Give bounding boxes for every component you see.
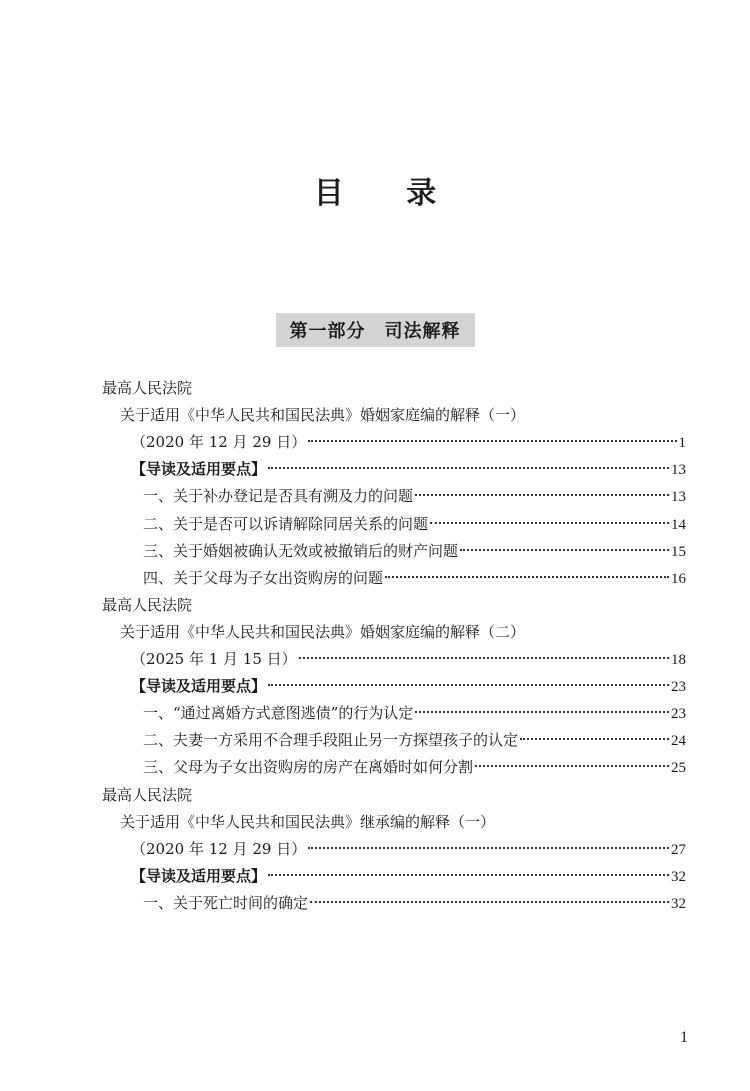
toc-entry-title: 二、关于是否可以诉请解除同居关系的问题 [143, 514, 429, 533]
toc-entry[interactable] [120, 620, 525, 644]
toc-entry-title: （2025 年 1 月 15 日） [131, 650, 297, 668]
toc-entry-title: 一、关于补办登记是否具有溯及力的问题 [143, 487, 414, 506]
toc-entry[interactable] [143, 701, 686, 725]
toc-entry[interactable] [143, 539, 686, 563]
toc-entry-page: 13 [671, 462, 686, 479]
toc-entry-page: 1 [678, 435, 686, 452]
toc-entry-title: （2020 年 12 月 29 日） [131, 839, 307, 858]
toc-entry-title: 一、“通过离婚方式意图逃债”的行为认定 [143, 704, 414, 723]
toc-entry-page: 15 [671, 543, 686, 560]
toc-entry-title: 一、关于死亡时间的确定 [143, 893, 309, 912]
toc-entry-page: 18 [671, 652, 686, 668]
toc-entry-title: 关于适用《中华人民共和国民法典》婚姻家庭编的解释（二） [120, 622, 526, 641]
toc-entry[interactable] [143, 566, 686, 590]
toc-entry-title: 最高人民法院 [102, 379, 193, 397]
toc-entry[interactable] [102, 593, 192, 617]
toc-entry-title: 三、父母为子女出资购房的房产在离婚时如何分割 [143, 758, 474, 777]
dot-leader [310, 901, 669, 903]
toc-entry-title: 关于适用《中华人民共和国民法典》婚姻家庭编的解释（一） [120, 406, 526, 425]
toc-entry[interactable] [131, 837, 686, 861]
dot-leader [308, 847, 669, 849]
toc-entry-page: 32 [671, 868, 686, 885]
toc-entry-page: 27 [671, 841, 686, 858]
toc-entry[interactable] [120, 403, 525, 427]
toc-entry-title: 关于适用《中华人民共和国民法典》继承编的解释（一） [120, 812, 496, 831]
toc-entry-title: 三、关于婚姻被确认无效或被撤销后的财产问题 [143, 541, 459, 560]
toc-entry-page: 13 [671, 489, 686, 506]
toc-entry-title: 最高人民法院 [102, 595, 193, 614]
toc-entry-page: 32 [671, 895, 686, 912]
section-heading-wrap [0, 313, 750, 347]
dot-leader [430, 522, 669, 524]
toc-entry[interactable] [143, 484, 686, 508]
toc-entry-page: 24 [671, 733, 686, 750]
dot-leader [268, 874, 669, 876]
dot-leader [268, 467, 669, 469]
dot-leader [308, 440, 676, 442]
toc-entry[interactable] [131, 647, 686, 671]
page-title: 目 录 [313, 176, 463, 211]
toc-entry[interactable] [102, 783, 192, 807]
toc-entry-page: 23 [671, 679, 686, 696]
toc-entry-title: 【导读及适用要点】 [131, 460, 267, 479]
toc-entry[interactable] [131, 457, 686, 481]
dot-leader [415, 711, 669, 713]
dot-leader [385, 576, 669, 578]
toc-entry[interactable] [102, 376, 192, 400]
dot-leader [460, 549, 669, 551]
toc-entry-title: （2020 年 12 月 29 日） [131, 433, 307, 452]
dot-leader [415, 494, 669, 496]
toc-entry[interactable] [143, 891, 686, 915]
toc-entry[interactable] [131, 864, 686, 888]
dot-leader [268, 684, 669, 686]
page-number: 1 [680, 1029, 688, 1046]
toc-entry[interactable] [143, 728, 686, 752]
toc-entry-title: 【导读及适用要点】 [131, 866, 267, 885]
toc-entry-title: 四、关于父母为子女出资购房的问题 [143, 568, 384, 587]
toc-entry[interactable] [143, 512, 686, 536]
section-heading: 第一部分 司法解释 [276, 313, 475, 347]
toc-entry-title: 最高人民法院 [102, 785, 193, 804]
toc-entry-title: 二、夫妻一方采用不合理手段阻止另一方探望孩子的认定 [143, 731, 519, 750]
toc-entry-page: 16 [671, 570, 686, 587]
toc-entry[interactable] [143, 755, 686, 779]
dot-leader [299, 657, 669, 659]
toc-entry[interactable] [131, 430, 686, 454]
toc-entry-title: 【导读及适用要点】 [131, 677, 267, 696]
toc-entry-page: 23 [671, 706, 686, 723]
toc-entry-page: 14 [671, 516, 686, 533]
dot-leader [520, 738, 669, 740]
toc-entry[interactable] [131, 674, 686, 698]
dot-leader [475, 765, 669, 767]
toc-entry-page: 25 [671, 760, 686, 777]
toc-entry[interactable] [120, 810, 495, 834]
